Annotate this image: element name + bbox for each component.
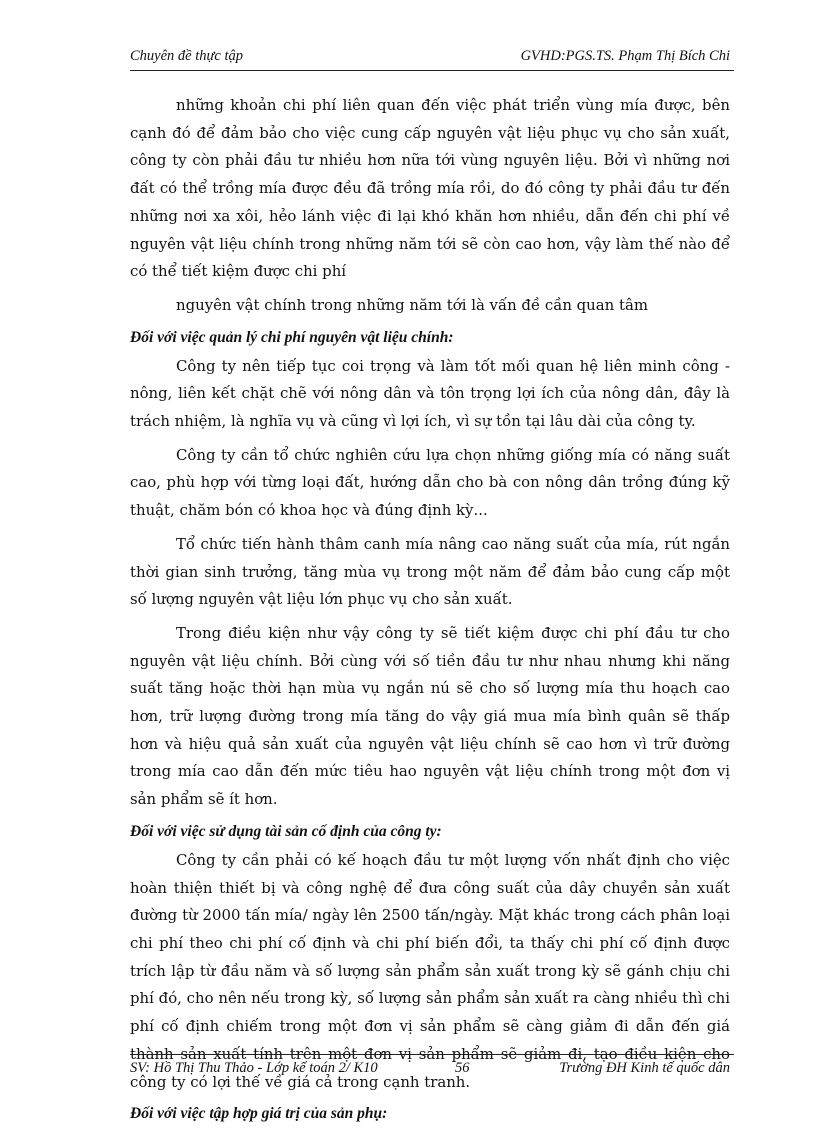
paragraph-7: Công ty cần phải có kế hoạch đầu tư một lượng vốn nhất định cho việc hoàn thiện thiết bị và công nghệ để đưa công suất của dây chuyền sản xuất đường từ 2000 tấn mía/ ngày lên 2500 tấn/ngày. Mặt khác trong cách phân loại chi phí theo chi phí cố định và chi phí biến đổi, ta thấy chi phí cố định được trích lập từ đầu năm và số lượng sản phẩm sản xuất trong kỳ sẽ gánh chịu chi phí đó, cho nên nếu trong kỳ, số lượng sản phẩm sản xuất ra càng nhiều thì chi phí cố định chiếm trong một đơn vị sản phẩm sẽ càng giảm đi dẫn đến giá thành sản xuất tính trên một đơn vị sản phẩm sẽ giảm đi, tạo điều kiện cho công ty có lợi thế về giá cả trong cạnh tranh.	[130, 850, 730, 1091]
footer-university: Trường ĐH Kinh tế quốc dân	[559, 1060, 730, 1076]
header-advisor: GVHD:PGS.TS. Phạm Thị Bích Chi	[520, 48, 730, 64]
paragraph-3: Công ty nên tiếp tục coi trọng và làm tốt mối quan hệ liên minh công - nông, liên kết chặt chẽ với nông dân và tôn trọng lợi ích của nông dân, đây là trách nhiệm, là nghĩa vụ và cũng vì lợi ích, vì sự tồn tại lâu dài của công ty.	[130, 356, 730, 431]
page-body	[130, 92, 730, 1129]
paragraph-5: Tổ chức tiến hành thâm canh mía nâng cao năng suất của mía, rút ngắn thời gian sinh trưởng, tăng mùa vụ trong một năm để đảm bảo cung cấp một số lượng nguyên vật liệu lớn phục vụ cho sản xuất.	[130, 534, 730, 609]
page-number: 56	[455, 1060, 470, 1076]
paragraph-1: những khoản chi phí liên quan đến việc phát triển vùng mía được, bên cạnh đó để đảm bảo cho việc cung cấp nguyên vật liệu phục vụ cho sản xuất, công ty còn phải đầu tư nhiều hơn nữa tới vùng nguyên liệu. Bởi vì những nơi đất có thể trồng mía được đều đã trồng mía rồi, do đó công ty phải đầu tư đến những nơi xa xôi, hẻo lánh việc đi lại khó khăn hơn nhiều, dẫn đến chi phí về nguyên vật liệu chính trong những năm tới sẽ còn cao hơn, vậy làm thế nào để có thể tiết kiệm được chi phí	[130, 96, 730, 281]
page-footer	[130, 1054, 734, 1081]
header-title: Chuyên đề thực tập	[130, 48, 244, 64]
paragraph-2: nguyên vật chính trong những năm tới là vấn đề cần quan tâm	[176, 295, 648, 314]
section-heading-materials: Đối với việc quản lý chi phí nguyên vật liệu chính:	[130, 328, 454, 346]
page-header	[130, 46, 734, 71]
footer-student: SV: Hồ Thị Thu Thảo - Lớp kế toán 2/ K10	[130, 1060, 378, 1076]
paragraph-6: Trong điều kiện như vậy công ty sẽ tiết kiệm được chi phí đầu tư cho nguyên vật liệu chính. Bởi cùng với số tiền đầu tư như nhau nhưng khi năng suất tăng hoặc thời hạn mùa vụ ngắn nú sẽ cho số lượng mía thu hoạch cao hơn, trữ lượng đường trong mía tăng do vậy giá mua mía bình quân sẽ thấp hơn và hiệu quả sản xuất của nguyên vật liệu chính sẽ cao hơn vì trữ đường trong mía cao dẫn đến mức tiêu hao nguyên vật liệu chính trong một đơn vị sản phẩm sẽ ít hơn.	[130, 623, 730, 809]
paragraph-4: Công ty cần tổ chức nghiên cứu lựa chọn những giống mía có năng suất cao, phù hợp với từng loại đất, hướng dẫn cho bà con nông dân trồng đúng kỹ thuật, chăm bón có khoa học và đúng định kỳ...	[130, 445, 730, 520]
section-heading-byproducts: Đối với việc tập hợp giá trị của sản phụ:	[130, 1105, 388, 1123]
section-heading-fixed-assets: Đối với việc sử dụng tài sản cố định của công ty:	[130, 822, 442, 840]
